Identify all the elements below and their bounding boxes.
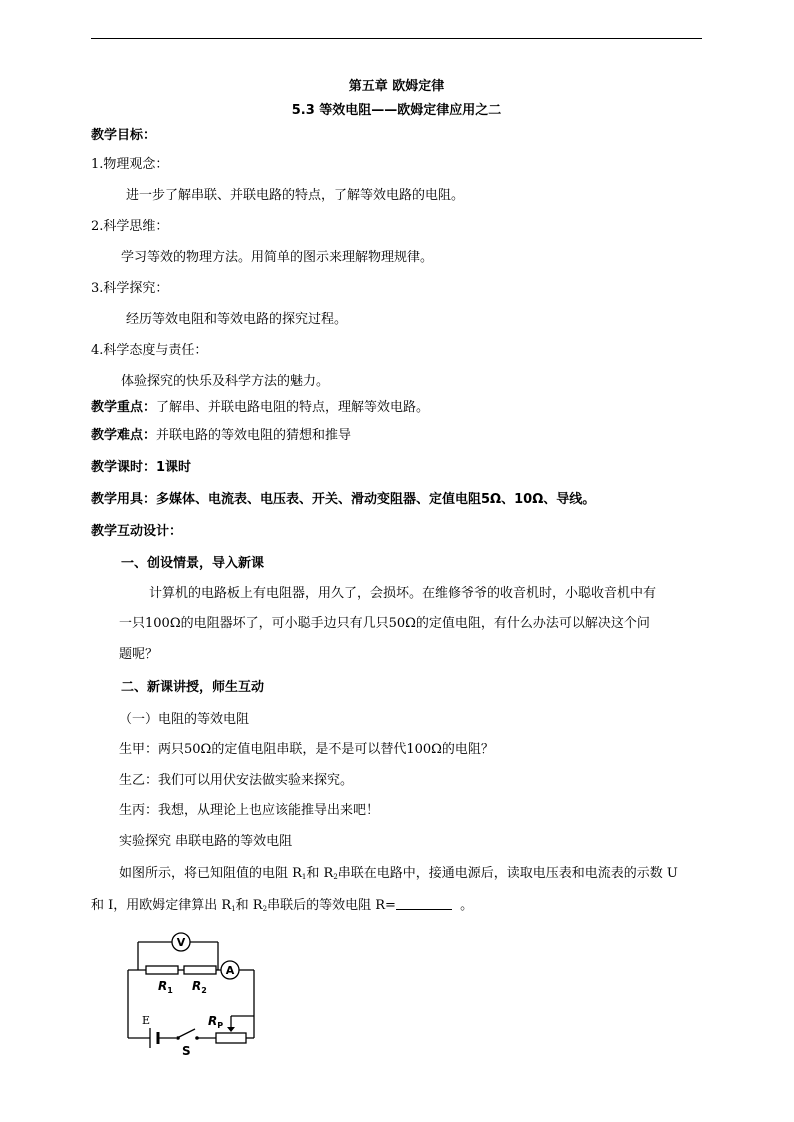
hours [91,460,191,476]
objective-1-text: 进一步了解串联、并联电路的特点，了解等效电路的电阻。 [126,188,465,203]
r1-subscript: 1 [167,986,173,995]
rp-letter: R [208,1014,218,1028]
resistor-r2 [184,966,216,974]
switch-contact-right [195,1036,199,1040]
answer-blank[interactable] [396,899,452,910]
section1-para-line-3: 题呢？ [119,647,159,662]
r2-label [192,979,207,995]
objective-1-title: 1.物理观念： [91,157,169,172]
key-points [91,400,429,416]
difficulties [91,428,351,444]
section1-para-line-2: 一只100Ω的电阻器坏了，可小聪手边只有几只50Ω的定值电阻，有什么办法可以解决这个问 [119,616,650,631]
hours-label: 教学课时： [91,460,157,475]
hours-text: 1课时 [156,460,192,475]
difficulties-label: 教学难点： [91,428,157,443]
section1-para-line-1: 计算机的电路板上有电阻器，用久了，会损坏。在维修爷爷的收音机时，小聪收音机中有 [149,586,657,601]
rheostat-rp [216,1033,246,1043]
difficulties-text: 并联电路的等效电阻的猜想和推导 [156,428,352,443]
section-title: 5.3 等效电阻——欧姆定律应用之二 [291,103,502,118]
objective-3-text: 经历等效电阻和等效电路的探究过程。 [126,312,348,327]
exp2-part-a: 和 I，用欧姆定律算出 R [91,898,232,913]
dialogue-line-2: 生乙：我们可以用伏安法做实验来探究。 [119,773,354,788]
experiment-line-1 [119,866,678,885]
experiment-title: 实验探究 串联电路的等效电阻 [119,834,293,849]
switch-contact-left [176,1036,180,1040]
chapter-title: 第五章 欧姆定律 [348,79,445,94]
rp-subscript: P [217,1021,224,1030]
r1-letter: R [158,979,168,993]
objectives-heading: 教学目标： [91,128,157,143]
exp1-part-b: 和 R [306,866,334,881]
objective-4-title: 4.科学态度与责任： [91,343,208,358]
design-heading: 教学互动设计： [91,524,183,539]
tools-text: 多媒体、电流表、电压表、开关、滑动变阻器、定值电阻5Ω、10Ω、导线。 [156,492,596,507]
tools-label: 教学用具： [91,492,157,507]
section2-heading: 二、新课讲授，师生互动 [121,680,265,695]
exp2-part-b: 和 R [235,898,263,913]
dialogue-line-1: 生甲：两只50Ω的定值电阻串联，是不是可以替代100Ω的电阻？ [119,742,494,757]
resistor-r1 [146,966,178,974]
exp1-part-a: 如图所示，将已知阻值的电阻 R [119,866,302,881]
objective-2-text: 学习等效的物理方法。用简单的图示来理解物理规律。 [121,250,434,265]
switch-label: S [182,1044,191,1058]
objective-4-text: 体验探究的快乐及科学方法的魅力。 [121,374,330,389]
exp1-part-c: 串联在电路中，接通电源后，读取电压表和电流表的示数 U [337,866,678,881]
objective-2-title: 2.科学思维： [91,219,169,234]
exp2-sub-1: 1 [231,905,236,913]
key-points-text: 了解串、并联电路电阻的特点，理解等效电路。 [156,400,430,415]
exp1-sub-2: 2 [333,873,338,881]
objective-3-title: 3.科学探究： [91,281,169,296]
battery-label: E [142,1014,151,1027]
experiment-line-2 [91,898,473,917]
exp2-part-d: 。 [460,898,474,913]
circuit-diagram [120,928,270,1058]
voltmeter-label: V [176,936,186,949]
ammeter-label: A [225,964,235,977]
section2-sub-heading: （一）电阻的等效电阻 [119,712,250,727]
switch-blade [179,1029,195,1037]
exp1-sub-1: 1 [301,873,307,881]
r2-subscript: 2 [201,986,207,995]
key-points-label: 教学重点： [91,400,157,415]
section1-heading: 一、创设情景，导入新课 [121,556,265,571]
tools [91,492,595,508]
header-rule [91,38,702,39]
exp2-sub-2: 2 [262,905,268,913]
rp-arrow-head [227,1027,235,1032]
r2-letter: R [192,979,202,993]
exp2-part-c: 串联后的等效电阻 R= [267,898,396,913]
r1-label [158,979,173,995]
dialogue-line-3: 生丙：我想，从理论上也应该能推导出来吧！ [119,803,380,818]
rp-label [208,1014,223,1030]
